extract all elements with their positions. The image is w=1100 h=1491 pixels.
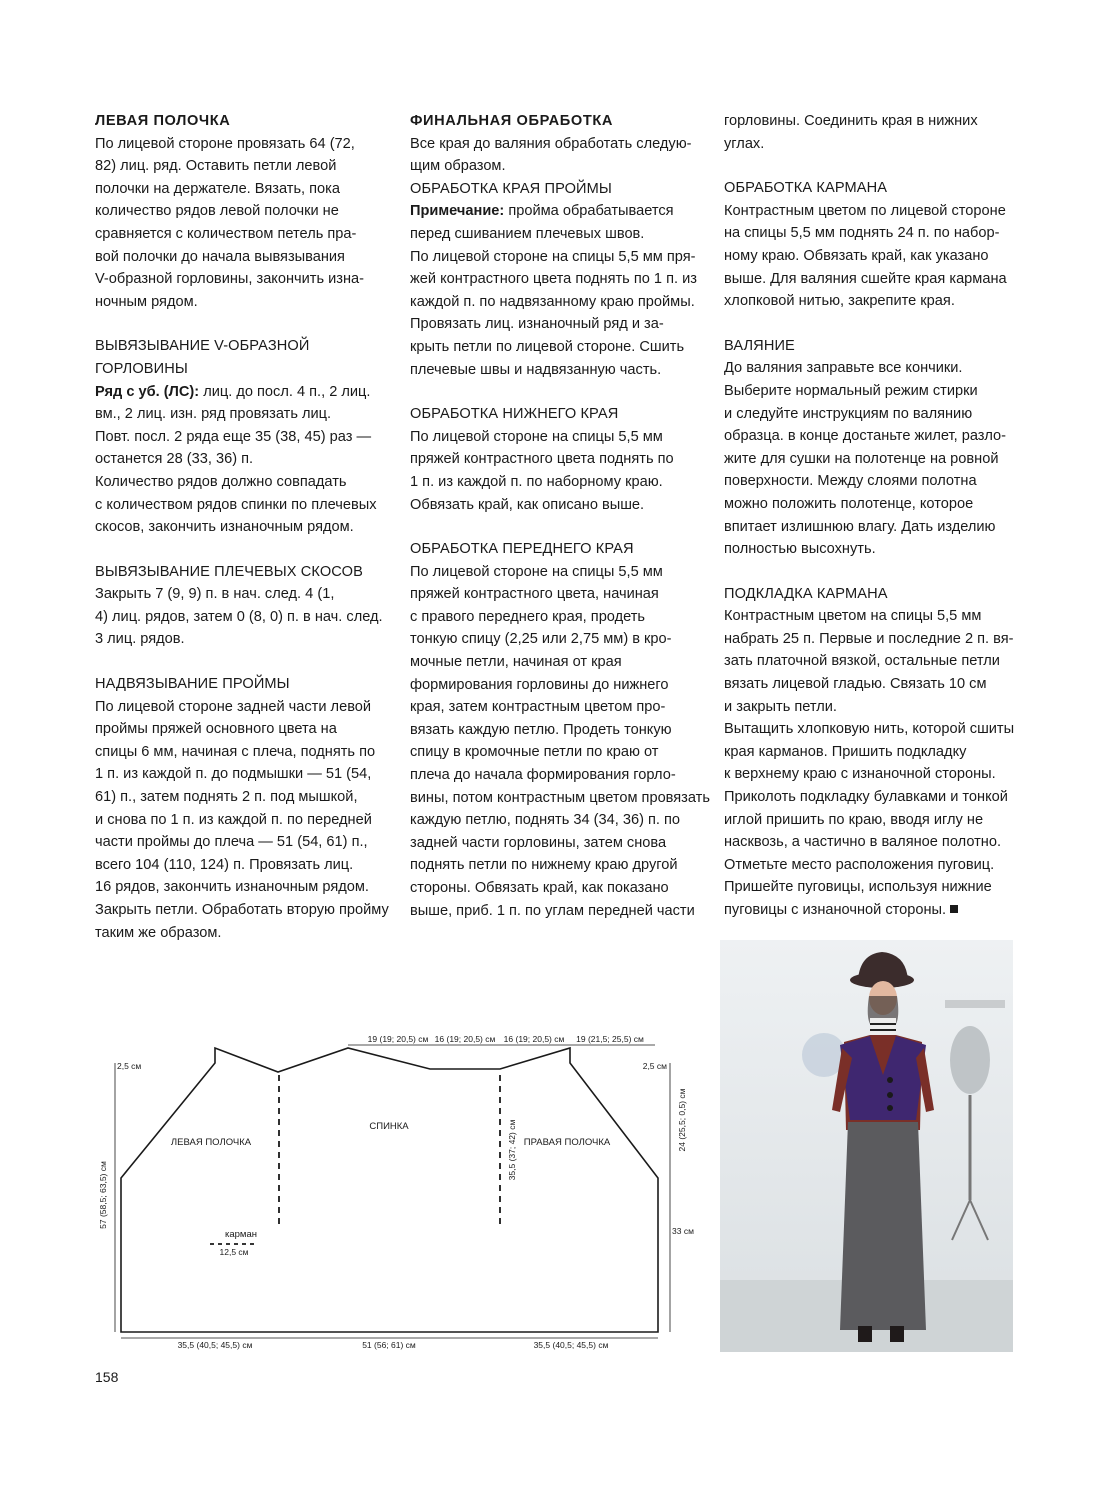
section-left-front: [95, 110, 395, 313]
section-text: По лицевой стороне на спицы 5,5 мм пряжей контрастного цвета, начиная с правого переднего края, продеть тонкую спицу (2,25 или 2,75 мм) в кро- мочные петли, начиная от края формирования горловины до нижнего края, затем контрастным цветом про- вязать каждую петлю. Продеть тонкую спицу в кромочные петли по краю от плеча до начала формирования горло- вины, потом контрастным цветом провязать каждую петлю, поднять 34 (34, 36) п. по задней части горловины, затем снова поднять петли по нижнему краю другой стороны. Обвязать край, как показано выше, приб. 1 п. по углам передней части: [410, 563, 710, 919]
dim-top-mid-right: 16 (19; 20,5) см: [503, 1034, 565, 1044]
section-title: ПОДКЛАДКА КАРМАНА: [724, 585, 888, 602]
section-pocket-edge: [724, 177, 1024, 313]
section-bottom-edge: [410, 403, 710, 516]
photo-shelf: [945, 1000, 1005, 1008]
model-photo: [720, 940, 1013, 1352]
section-armhole: [95, 673, 395, 944]
dim-left-shoulder-drop: 2,5 см: [117, 1061, 142, 1071]
section-title: ОБРАБОТКА ПЕРЕДНЕГО КРАЯ: [410, 541, 634, 558]
section-text: По лицевой стороне задней части левой проймы пряжей основного цвета на спицы 6 мм, начиная с плеча, поднять по 1 п. из каждой п. до подмышки — 51 (54, 61) п., затем поднять 2 п. под мышкой, и снова по 1 п. из каждой п. по передней части проймы до плеча — 51 (54, 61) п., всего 104 (110, 124) п. Провязать лиц. 16 рядов, закончить изнаночным рядом. Закрыть петли. Обработать вторую пройму таким же образом.: [95, 698, 389, 941]
section-text: Все края до валяния обработать следую- щим образом.: [410, 135, 692, 175]
dim-top-right-shoulder: 19 (21,5; 25,5) см: [576, 1034, 644, 1044]
dim-bottom-left: 35,5 (40,5; 45,5) см: [177, 1340, 253, 1350]
dim-left-height: 57 (58,5; 63,5) см: [98, 1161, 108, 1229]
dim-top-mid-left: 16 (19; 20,5) см: [434, 1034, 496, 1044]
dim-top-left-shoulder: 19 (19; 20,5) см: [367, 1034, 429, 1044]
page-number: 158: [95, 1369, 119, 1385]
lining-text: Контрастным цветом на спицы 5,5 мм набрать 25 п. Первые и последние 2 п. вя- зать платочной вязкой, остальные петли вязать лицевой гладью. Связать 10 см и закрыть петли. Вытащить хлопковую нить, которой сшиты края карманов. Пришить подкладку к верхнему краю с изнаночной стороны. Приколоть подкладку булавками и тонкой иглой пришить по краю, вводя иглу не насквозь, а частично в валяное полотно. Отметьте место расположения пуговиц. Пришейте пуговицы, используя нижние пуговицы с изнаночной стороны.: [724, 608, 1015, 918]
opening-lines: [210, 1075, 500, 1244]
section-title: ВЫВЯЗЫВАНИЕ V-ОБРАЗНОЙ ГОРЛОВИНЫ: [95, 338, 310, 377]
section-title: ВЫВЯЗЫВАНИЕ ПЛЕЧЕВЫХ СКОСОВ: [95, 563, 363, 580]
continued-text: горловины. Соединить края в нижних углах.: [724, 113, 978, 152]
section-shoulder: [95, 561, 395, 651]
section-text: [95, 381, 395, 539]
dimension-labels: [98, 1034, 694, 1350]
section-armhole-edge: [410, 178, 710, 381]
text-column-3: [724, 110, 1024, 944]
section-text: [724, 605, 1024, 921]
section-title: ФИНАЛЬНАЯ ОБРАБОТКА: [410, 113, 613, 129]
note-text: пройма обрабатывается перед сшиванием плечевых швов. По лицевой стороне на спицы 5,5 мм пря- жей контрастного цвета поднять по 1 п. из каждой п. по надвязанному краю проймы. Провязать лиц. изнаночный ряд и за- крыть петли по лицевой стороне. Сшить плечевые швы и надвязанную часть.: [410, 203, 697, 378]
section-text: Контрастным цветом по лицевой стороне на спицы 5,5 мм поднять 24 п. по набор- ному краю. Обвязать край, как указано выше. Для валяния сшейте края кармана хлопковой нитью, закрепите края.: [724, 202, 1007, 310]
section-felting: [724, 335, 1024, 561]
section-text: По лицевой стороне на спицы 5,5 мм пряжей контрастного цвета поднять по 1 п. из каждой п. по наборному краю. Обвязать край, как описано выше.: [410, 428, 674, 513]
piece-labels: [171, 1121, 611, 1240]
label-back: СПИНКА: [369, 1121, 409, 1132]
section-text: Закрыть 7 (9, 9) п. в нач. след. 4 (1, 4) лиц. рядов, затем 0 (8, 0) п. в нач. след. 3 лиц. рядов.: [95, 586, 383, 648]
dimension-lines: [115, 1045, 670, 1338]
section-text: [410, 200, 710, 381]
dim-right-armhole: 24 (25,5; 0,5) см: [677, 1088, 687, 1152]
section-title: ЛЕВАЯ ПОЛОЧКА: [95, 113, 231, 129]
dim-neck-depth: 35,5 (37; 42) см: [507, 1119, 517, 1181]
section-finishing: [410, 110, 710, 178]
section-front-edge: [410, 538, 710, 922]
section-continued: [724, 110, 1024, 155]
section-text: По лицевой стороне провязать 64 (72, 82) лиц. ряд. Оставить петли левой полочки на держателе. Вязать, пока количество рядов левой полочки не сравняется с количеством петель пра- вой полочки до начала вывязывания V-образной горловины, закончить изна- ночным рядом.: [95, 135, 365, 310]
label-left-front: ЛЕВАЯ ПОЛОЧКА: [170, 1137, 252, 1148]
text-column-1: [95, 110, 395, 966]
label-pocket: карман: [225, 1229, 257, 1240]
section-title: НАДВЯЗЫВАНИЕ ПРОЙМЫ: [95, 676, 290, 693]
vest-schematic: [80, 1015, 700, 1355]
dim-right-lower: 33 см: [672, 1226, 694, 1236]
section-text: До валяния заправьте все кончики. Выберите нормальный режим стирки и следуйте инструкциям по валянию образца. в конце достаньте жилет, разло- жите для сушки на полотенце на ровной поверхности. Между слоями полотна можно положить полотенце, которое впитает излишнюю влагу. Дать изделию полностью высохнуть.: [724, 360, 1006, 558]
vest-outline: [121, 1048, 658, 1332]
end-mark-icon: [950, 905, 958, 913]
dim-right-shoulder-drop: 2,5 см: [642, 1061, 667, 1071]
dim-bottom-right: 35,5 (40,5; 45,5) см: [533, 1340, 609, 1350]
section-v-neck: [95, 335, 395, 538]
decrease-row-label: Ряд с уб. (ЛС):: [95, 383, 200, 400]
outline-path: [121, 1048, 658, 1332]
text-column-2: [410, 110, 710, 944]
section-title: ОБРАБОТКА НИЖНЕГО КРАЯ: [410, 406, 619, 423]
section-title: ОБРАБОТКА КРАЯ ПРОЙМЫ: [410, 180, 612, 197]
note-label: Примечание:: [410, 203, 505, 220]
model-photo-illustration: [720, 940, 1013, 1352]
dim-bottom-mid: 51 (56; 61) см: [362, 1340, 416, 1350]
decrease-row-text: лиц. до посл. 4 п., 2 лиц. вм., 2 лиц. изн. ряд провязать лиц. Повт. посл. 2 ряда еще 35 (38, 45) раз — останется 28 (33, 36) п. Количество рядов должно совпадать с количеством рядов спинки по плечевых скосов, закончить изнаночным рядом.: [95, 383, 377, 536]
section-title: ОБРАБОТКА КАРМАНА: [724, 180, 888, 197]
label-right-front: ПРАВАЯ ПОЛОЧКА: [523, 1137, 611, 1148]
section-pocket-lining: [724, 583, 1024, 922]
dim-pocket-width: 12,5 см: [219, 1247, 249, 1257]
section-title: ВАЛЯНИЕ: [724, 337, 795, 354]
